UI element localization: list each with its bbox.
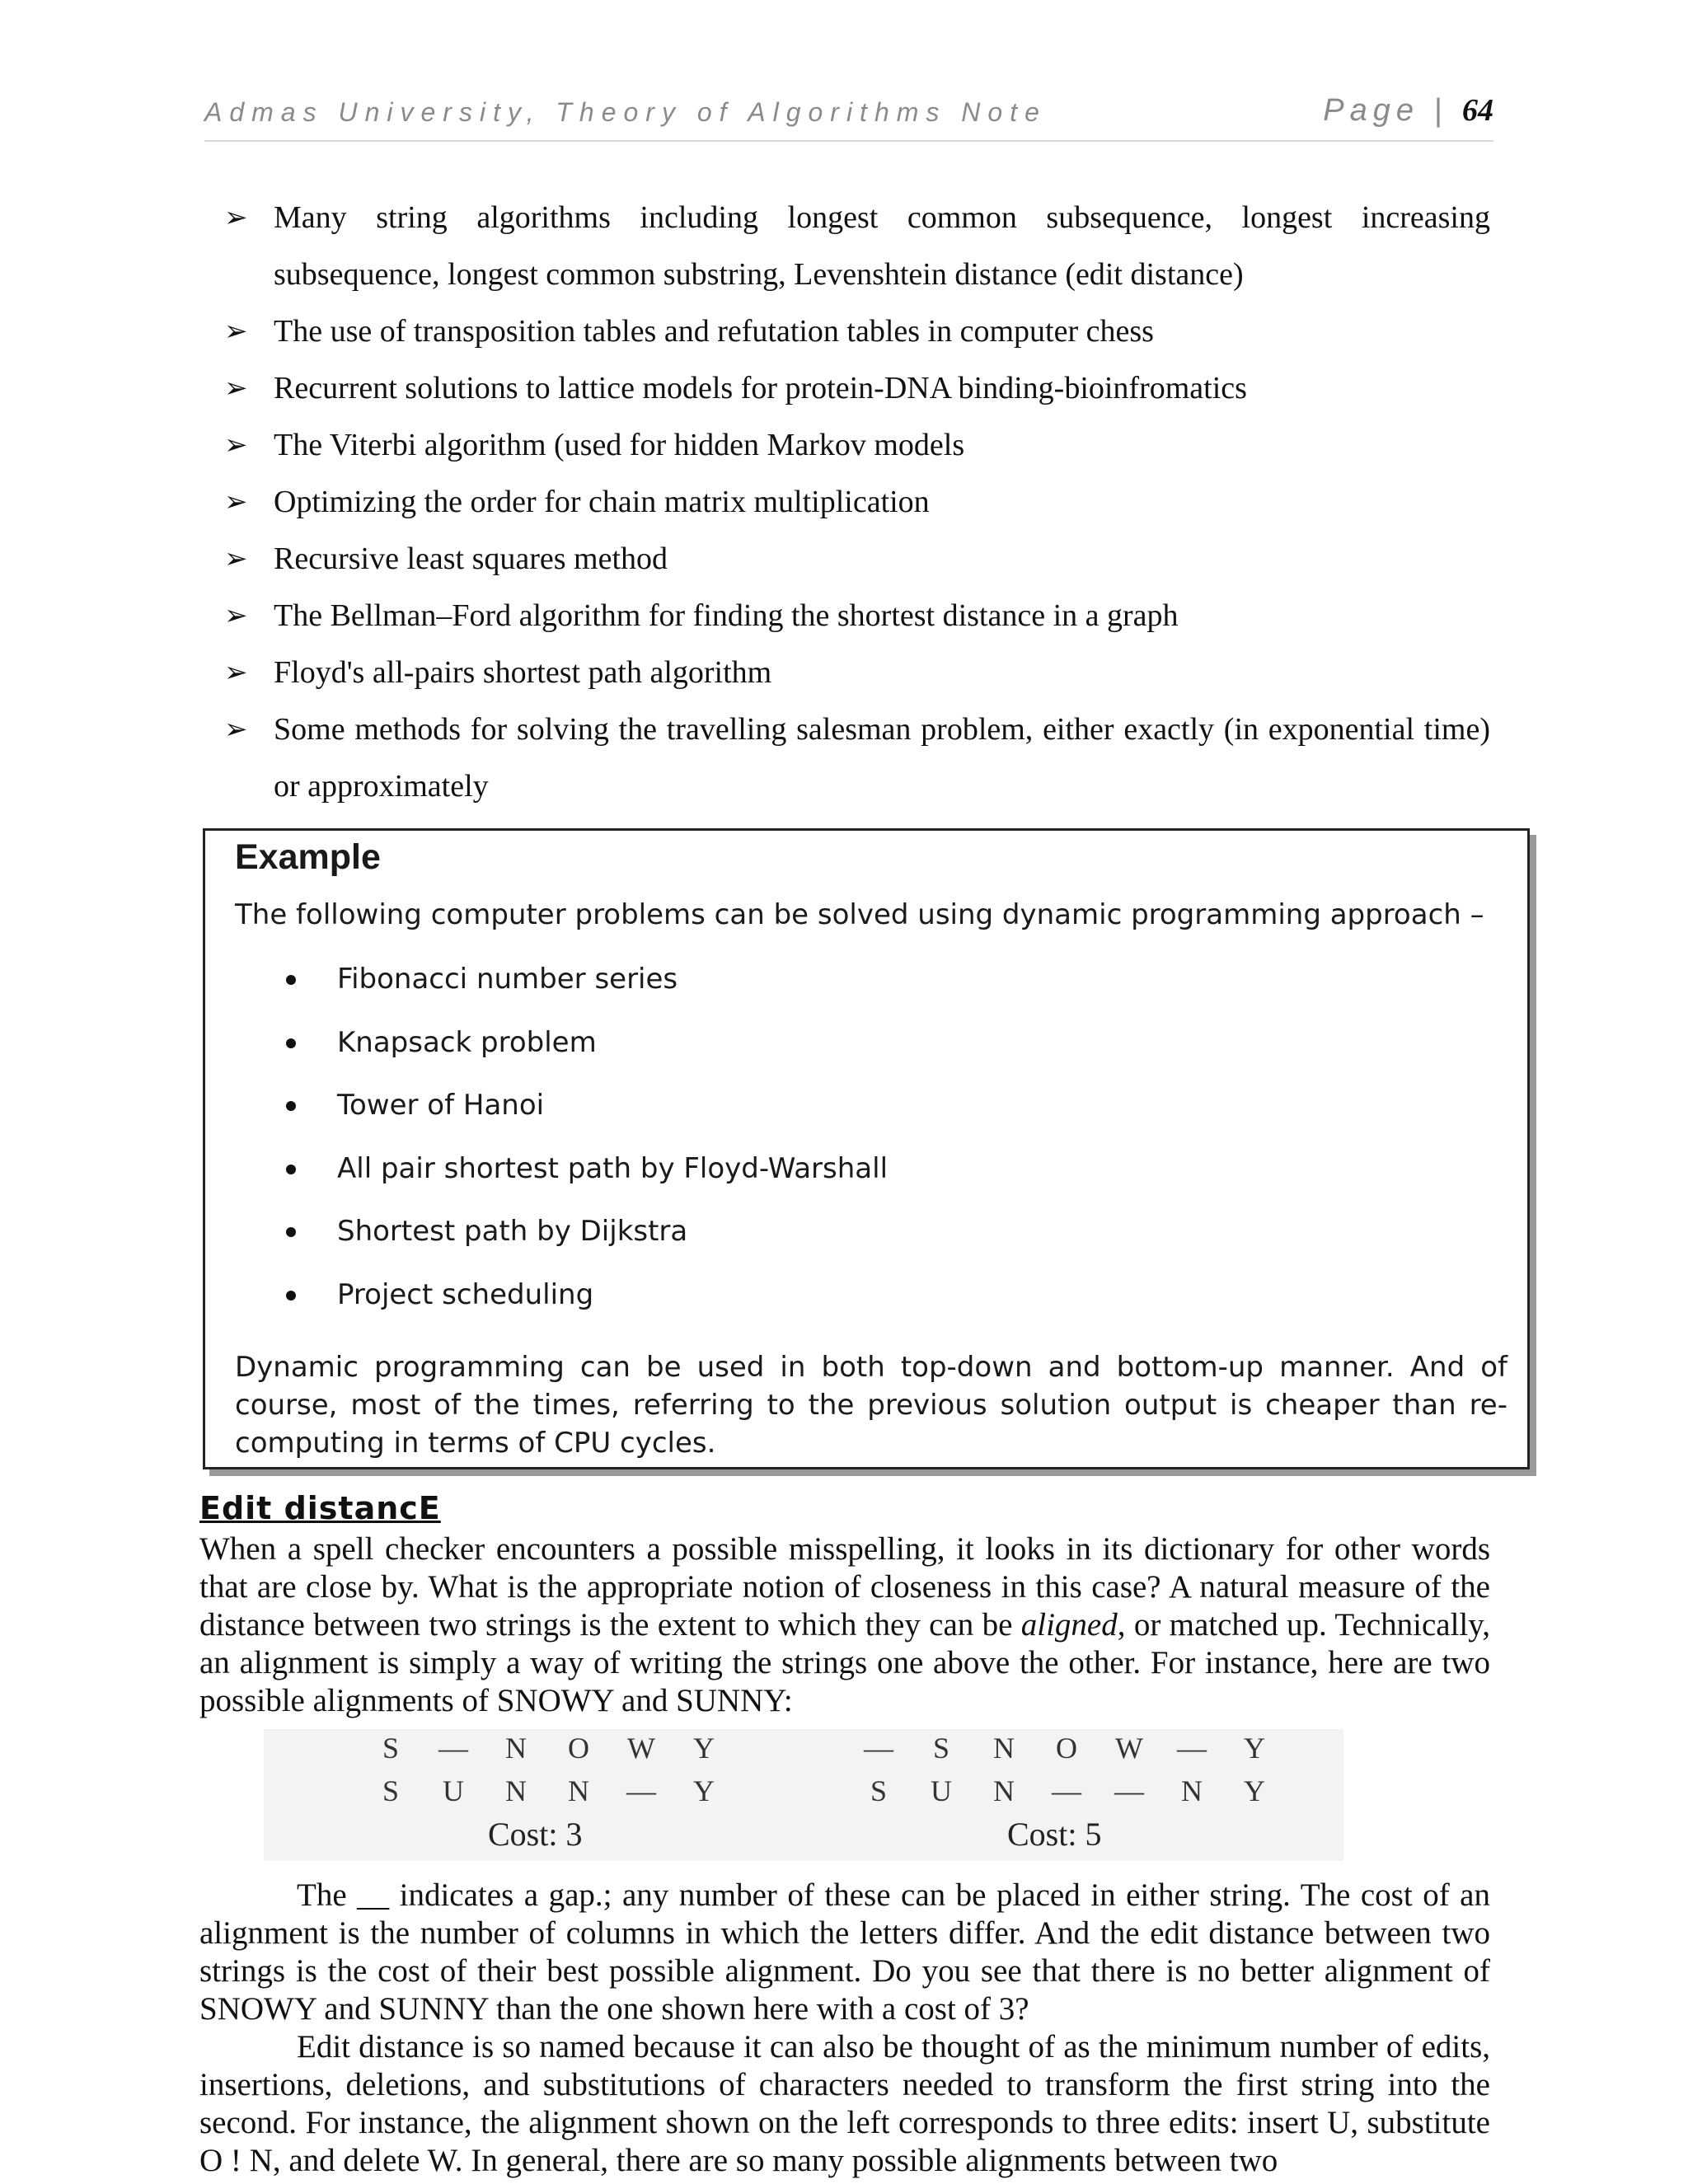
bullet-dot-icon: [286, 975, 296, 985]
page-indicator: [1323, 92, 1493, 129]
list-item: ➢ Recurrent solutions to lattice models for protein-DNA binding-bioinfromatics: [224, 360, 1490, 417]
alignment-char: Y: [1244, 1732, 1265, 1765]
alignment-char: —: [1052, 1774, 1081, 1807]
arrow-bullet-icon: ➢: [224, 599, 248, 632]
bullet-dot-icon: [286, 1101, 296, 1111]
paragraph-group: [199, 1877, 1490, 2180]
list-item: ➢ The Viterbi algorithm (used for hidden Markov models: [224, 417, 1490, 474]
alignment-char: Y: [1244, 1774, 1265, 1807]
bullet-dot-icon: [286, 1038, 296, 1048]
example-outro: Dynamic programming can be used in both top-down and bottom-up manner. And of course, most of the times, referring to the previous solution output is cheaper than re-computing in terms of CPU cycles.: [235, 1351, 1507, 1460]
header-title: Admas University, Theory of Algorithms Note: [204, 97, 1047, 127]
arrow-bullet-icon: ➢: [224, 201, 248, 234]
list-item: Knapsack problem: [205, 1018, 888, 1081]
arrow-bullet-icon: ➢: [224, 542, 248, 575]
alignment-cost-right: Cost: 5: [1007, 1816, 1102, 1853]
applications-list: [224, 190, 1490, 815]
section-title: Edit distancE: [199, 1490, 441, 1526]
alignment-char: S: [870, 1774, 888, 1807]
page-number: 64: [1462, 93, 1493, 128]
alignment-char: —: [626, 1774, 656, 1807]
alignment-char: —: [1114, 1774, 1144, 1807]
alignment-char: Y: [693, 1732, 715, 1765]
alignment-char: N: [993, 1732, 1015, 1765]
bullet-dot-icon: [286, 1227, 296, 1237]
list-item: Shortest path by Dijkstra: [205, 1207, 888, 1270]
list-item: ➢ Many string algorithms including longest common subsequence, longest increasing subsequence, longest common substring, Levenshtein distance (edit distance): [224, 190, 1490, 303]
arrow-bullet-icon: ➢: [224, 315, 248, 348]
alignment-char: N: [505, 1774, 527, 1807]
list-item: ➢ The Bellman–Ford algorithm for finding the shortest distance in a graph: [224, 588, 1490, 644]
list-item: ➢ Optimizing the order for chain matrix multiplication: [224, 474, 1490, 531]
paragraph: The __ indicates a gap.; any number of these can be placed in either string. The cost of an alignment is the number of columns in which the letters differ. And the edit distance between two strings is the cost of their best possible alignment. Do you see that there is no better alignment of SNOWY and SUNNY than the one shown here with a cost of 3?: [199, 1877, 1490, 2027]
list-item: Fibonacci number series: [205, 954, 888, 1018]
alignment-cost-left: Cost: 3: [488, 1816, 583, 1853]
arrow-bullet-icon: ➢: [224, 656, 248, 689]
example-title: Example: [235, 837, 381, 877]
alignment-char: W: [1115, 1732, 1143, 1765]
alignment-char: —: [438, 1732, 468, 1765]
arrow-bullet-icon: ➢: [224, 429, 248, 462]
list-item: ➢ Some methods for solving the travelling salesman problem, either exactly (in exponential time) or approximately: [224, 701, 1490, 815]
alignment-char: N: [1181, 1774, 1203, 1807]
list-item: Project scheduling: [205, 1270, 888, 1333]
paragraph: When a spell checker encounters a possible misspelling, it looks in its dictionary for other words that are close by. What is the appropriate notion of closeness in this case? A natural measure of the distance between two strings is the extent to which they can be aligned, or matched up. Technically, an alignment is simply a way of writing the strings one above the other. For instance, here are two possible alignments of SNOWY and SUNNY:: [199, 1531, 1490, 1718]
list-item: All pair shortest path by Floyd-Warshall: [205, 1144, 888, 1207]
example-box: [203, 828, 1530, 1469]
alignment-char: S: [382, 1774, 400, 1807]
alignment-char: —: [1177, 1732, 1207, 1765]
alignment-char: N: [505, 1732, 527, 1765]
paragraph: Edit distance is so named because it can also be thought of as the minimum number of edits, insertions, deletions, and substitutions of characters needed to transform the first string into the second. For instance, the alignment shown on the left corresponds to three edits: insert U, substitute O ! N, and delete W. In general, there are so many possible alignments between two: [199, 2029, 1490, 2178]
example-list: [205, 954, 888, 1333]
example-intro: The following computer problems can be solved using dynamic programming approach –: [235, 898, 1484, 931]
alignment-char: U: [443, 1774, 464, 1807]
alignment-char: S: [382, 1732, 400, 1765]
arrow-bullet-icon: ➢: [224, 485, 248, 518]
arrow-bullet-icon: ➢: [224, 713, 248, 746]
alignment-char: S: [932, 1732, 950, 1765]
alignment-char: W: [627, 1732, 655, 1765]
alignment-char: U: [931, 1774, 952, 1807]
alignment-char: Y: [693, 1774, 715, 1807]
list-item: ➢ The use of transposition tables and refutation tables in computer chess: [224, 303, 1490, 360]
alignment-char: O: [568, 1732, 589, 1765]
alignment-char: —: [864, 1732, 893, 1765]
alignment-figure: [264, 1729, 1343, 1861]
list-item: ➢ Recursive least squares method: [224, 531, 1490, 588]
page-label: Page |: [1323, 93, 1448, 128]
arrow-bullet-icon: ➢: [224, 372, 248, 405]
alignment-char: O: [1056, 1732, 1077, 1765]
alignment-char: N: [568, 1774, 589, 1807]
list-item: ➢ Floyd's all-pairs shortest path algorithm: [224, 644, 1490, 701]
bullet-dot-icon: [286, 1291, 296, 1301]
list-item: Tower of Hanoi: [205, 1080, 888, 1144]
bullet-dot-icon: [286, 1165, 296, 1174]
page-header: [204, 93, 1493, 142]
alignment-char: N: [993, 1774, 1015, 1807]
